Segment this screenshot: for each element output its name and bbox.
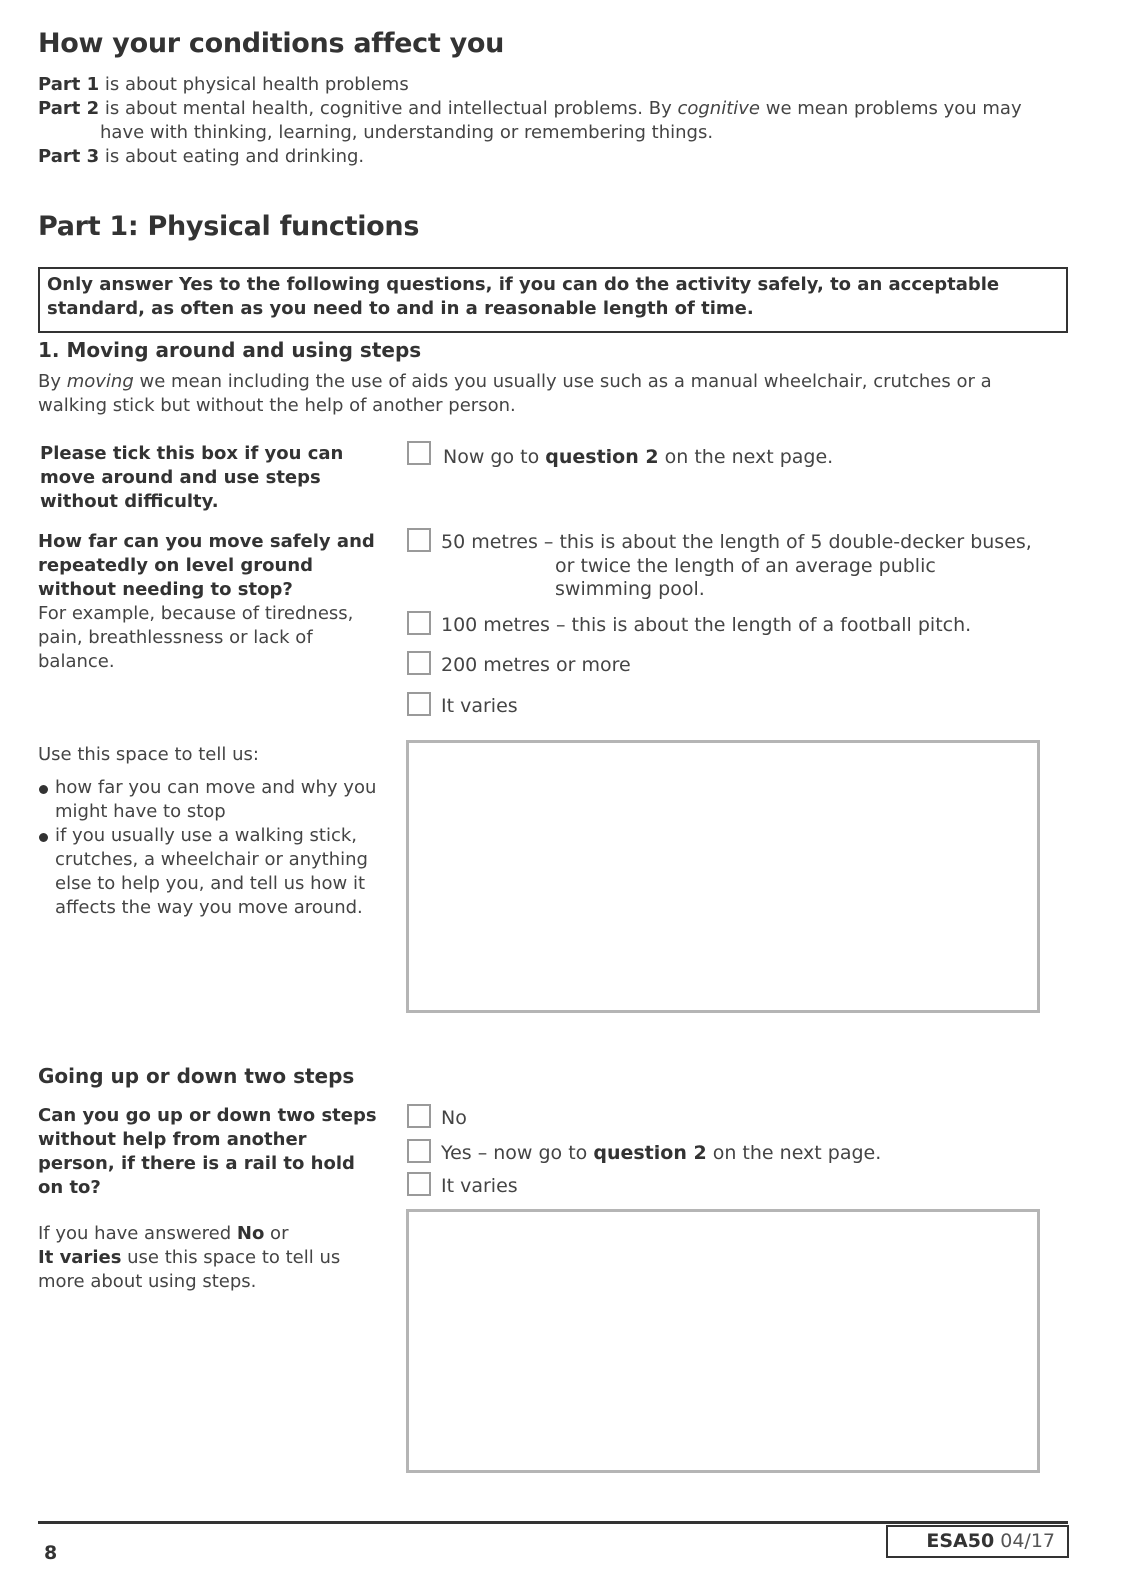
steps-space-instructions [38, 1222, 368, 1294]
part1-text: is about physical health problems [99, 74, 409, 95]
space-bullets [38, 776, 378, 920]
distance-100m-text: 100 metres [441, 614, 550, 636]
tick-option-b: on the next page. [658, 446, 834, 468]
distance-50m-note3: swimming pool. [555, 578, 705, 600]
steps-varies-label: It varies [441, 1175, 518, 1197]
page-title: How your conditions affect you [38, 28, 505, 59]
space-bullet: if you usually use a walking stick, crutches, a wheelchair or anything else to help you, and tell us how it affects the way you move around. [38, 824, 378, 920]
q1-desc-a: By [38, 371, 67, 392]
tick-option-a: Now go to [443, 446, 546, 468]
part2-line [38, 97, 1078, 121]
distance-50m-checkbox[interactable] [407, 528, 431, 552]
distance-200m-checkbox[interactable] [407, 651, 431, 675]
distance-200m-label: 200 metres or more [441, 654, 631, 676]
part3-line [38, 145, 1078, 169]
distance-50m-note1: – this is about the length of 5 double-decker buses, [537, 531, 1032, 553]
part1-title: Part 1: Physical functions [38, 211, 420, 242]
steps-space-or: or [264, 1223, 289, 1244]
steps-space-b: use this space to tell us more about using steps. [38, 1247, 341, 1292]
distance-100m-label [441, 613, 971, 637]
distance-varies-label: It varies [441, 695, 518, 717]
footer-rule [38, 1521, 1068, 1524]
space-intro: Use this space to tell us: [38, 744, 259, 765]
moving-around-textarea[interactable] [406, 740, 1040, 1013]
part1-label: Part 1 [38, 74, 100, 95]
distance-question-block [38, 530, 378, 674]
steps-yes-text-a: Yes – now go to [441, 1142, 594, 1164]
q1-space-instructions [38, 743, 378, 920]
notice-box: Only answer Yes to the following questions, if you can do the activity safely, to an acceptable standard, as often as you need to and in a reasonable length of time. [38, 267, 1068, 333]
steps-space-varies: It varies [38, 1247, 122, 1268]
distance-50m-text: 50 metres [441, 531, 538, 553]
distance-50m-label [441, 530, 1032, 554]
steps-space-a: If you have answered [38, 1223, 237, 1244]
distance-example: For example, because of tiredness, pain, breathlessness or lack of balance. [38, 603, 354, 672]
distance-100m-checkbox[interactable] [407, 611, 431, 635]
distance-varies-checkbox[interactable] [407, 692, 431, 716]
steps-yes-bold: question 2 [593, 1142, 707, 1164]
steps-no-checkbox[interactable] [407, 1104, 431, 1128]
parts-overview [38, 73, 1078, 169]
part2-text-a: is about mental health, cognitive and intellectual problems. By [99, 98, 678, 119]
part2-text-b: we mean problems you may [760, 98, 1022, 119]
q1-description [38, 370, 1048, 418]
page-number: 8 [44, 1542, 58, 1564]
q1-desc-italic: moving [66, 371, 134, 392]
steps-space-no: No [236, 1223, 265, 1244]
form-code-box [886, 1525, 1069, 1558]
form-date: 04/17 [994, 1530, 1055, 1552]
steps-textarea[interactable] [406, 1209, 1040, 1473]
tick-option-bold: question 2 [545, 446, 659, 468]
tick-prompt: Please tick this box if you can move around and use steps without difficulty. [40, 443, 344, 512]
distance-question: How far can you move safely and repeatedly on level ground without needing to stop? [38, 531, 375, 600]
steps-yes-text-b: on the next page. [706, 1142, 882, 1164]
steps-varies-checkbox[interactable] [407, 1172, 431, 1196]
part2-continuation: have with thinking, learning, understanding or remembering things. [100, 122, 714, 143]
no-difficulty-checkbox[interactable] [407, 441, 431, 465]
q1-heading: 1. Moving around and using steps [38, 338, 422, 362]
part3-label: Part 3 [38, 146, 100, 167]
part3-text: is about eating and drinking. [99, 146, 365, 167]
distance-100m-note: – this is about the length of a football pitch. [549, 614, 972, 636]
steps-yes-checkbox[interactable] [407, 1139, 431, 1163]
steps-yes-label [441, 1141, 881, 1165]
part1-line [38, 73, 1078, 97]
steps-no-label: No [441, 1107, 467, 1129]
q1-desc-b: we mean including the use of aids you usually use such as a manual wheelchair, crutches or a walking stick but without the help of another person. [38, 371, 992, 416]
form-code: ESA50 [926, 1530, 995, 1552]
part2-italic: cognitive [677, 98, 760, 119]
part2-label: Part 2 [38, 98, 100, 119]
steps-question: Can you go up or down two steps without help from another person, if there is a rail to hold on to? [38, 1105, 377, 1198]
distance-50m-note2: or twice the length of an average public [555, 555, 936, 577]
space-bullet: how far you can move and why you might have to stop [38, 776, 378, 824]
tick-option-text [443, 445, 833, 469]
steps-heading: Going up or down two steps [38, 1064, 355, 1088]
